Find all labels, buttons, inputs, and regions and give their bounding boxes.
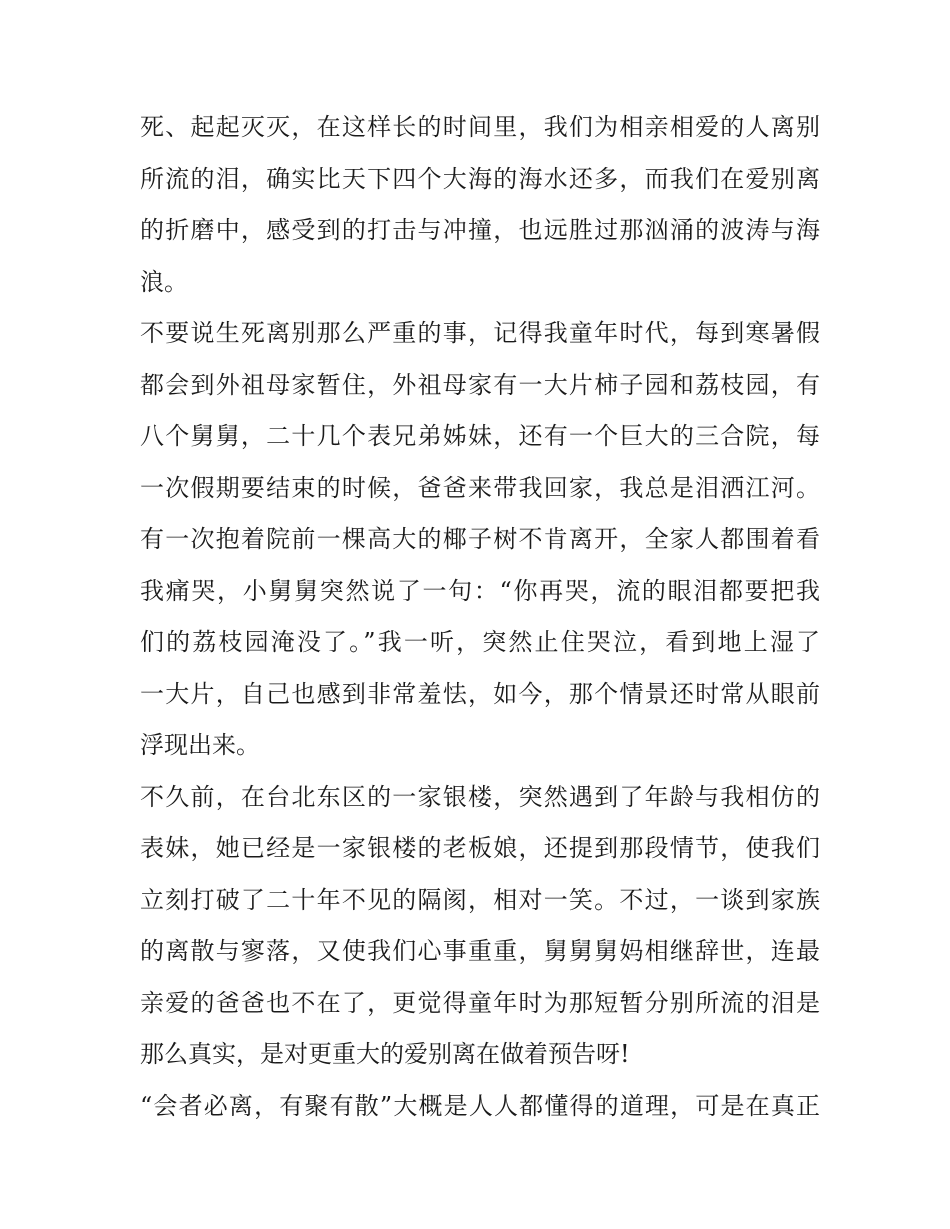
text-line: 浮现出来。 [140, 731, 260, 759]
document-body [140, 102, 820, 1132]
text-line: 的折磨中，感受到的打击与冲撞，也远胜过那汹涌的波涛与海 [140, 216, 820, 244]
text-line: 们的荔枝园淹没了。”我一听，突然止住哭泣，看到地上湿了 [140, 628, 820, 656]
text-line: 亲爱的爸爸也不在了，更觉得童年时为那短暂分别所流的泪是 [140, 988, 820, 1017]
text-line: 不久前，在台北东区的一家银楼，突然遇到了年龄与我相仿的 [140, 782, 820, 811]
text-line: 死、起起灭灭，在这样长的时间里，我们为相亲相爱的人离别 [140, 113, 820, 141]
text-line: 都会到外祖母家暂住，外祖母家有一大片柿子园和荔枝园，有 [140, 370, 820, 399]
text-line: 那么真实，是对更重大的爱别离在做着预告呀! [140, 1040, 630, 1068]
text-line: “会者必离，有聚有散”大概是人人都懂得的道理，可是在真正 [140, 1091, 820, 1120]
text-line: 有一次抱着院前一棵高大的椰子树不肯离开，全家人都围着看 [140, 525, 820, 553]
text-line: 的离散与寥落，又使我们心事重重，舅舅舅妈相继辞世，连最 [140, 937, 820, 965]
paragraph-1 [140, 102, 820, 308]
text-line: 不要说生死离别那么严重的事，记得我童年时代，每到寒暑假 [140, 319, 820, 347]
text-line: 一大片，自己也感到非常羞怯，如今，那个情景还时常从眼前 [140, 679, 820, 708]
paragraph-4 [140, 1081, 820, 1133]
paragraph-3 [140, 772, 820, 1081]
text-line: 我痛哭，小舅舅突然说了一句：“你再哭，流的眼泪都要把我 [140, 576, 820, 605]
text-line: 八个舅舅，二十几个表兄弟姊妹，还有一个巨大的三合院，每 [140, 422, 820, 450]
text-line: 所流的泪，确实比天下四个大海的海水还多，而我们在爱别离 [140, 164, 820, 193]
text-line: 浪。 [140, 267, 188, 296]
paragraph-2 [140, 308, 820, 772]
text-line: 立刻打破了二十年不见的隔阂，相对一笑。不过，一谈到家族 [140, 885, 820, 914]
text-line: 表妹，她已经是一家银楼的老板娘，还提到那段情节，使我们 [140, 834, 820, 862]
text-line: 一次假期要结束的时候，爸爸来带我回家，我总是泪洒江河。 [140, 473, 820, 502]
